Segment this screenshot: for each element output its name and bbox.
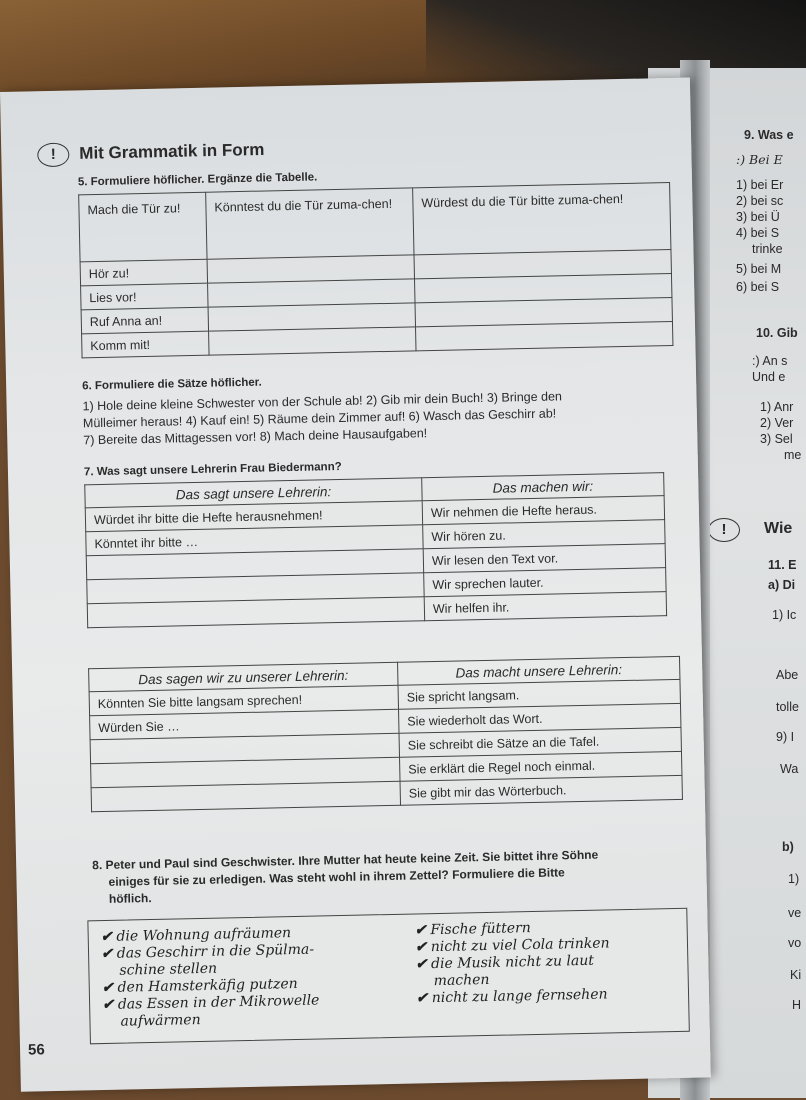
- note-text: machen: [433, 971, 490, 990]
- task6-line: 7) Bereite das Mittagessen vor! 8) Mach deine Hausaufgaben!: [83, 426, 428, 448]
- table-cell: Sie erklärt die Regel noch einmal.: [400, 751, 682, 781]
- task11-line: 1): [788, 872, 800, 886]
- table-cell: Würden Sie …: [90, 709, 399, 739]
- task9-line: 1) bei Er: [736, 178, 784, 192]
- note-item: [102, 1010, 320, 1032]
- exclamation-icon: !: [37, 143, 69, 168]
- checkmark-icon: ✔: [414, 922, 427, 939]
- table-cell: Wir sprechen lauter.: [424, 568, 666, 597]
- note-text: das Geschirr in die Spülma-: [116, 941, 315, 962]
- task5-table: [78, 182, 673, 358]
- task10-line: 1) Anr: [760, 400, 794, 414]
- task11-b: b): [782, 840, 794, 854]
- note-text: den Hamsterkäfig putzen: [117, 975, 298, 996]
- checkmark-icon: ✔: [414, 939, 427, 956]
- table-cell: Würdet ihr bitte die Hefte herausnehmen!: [85, 501, 422, 532]
- task11-line: 1) Ic: [772, 608, 797, 622]
- table-cell: Könntest du die Tür zuma-chen!: [206, 188, 414, 259]
- section-title: Mit Grammatik in Form: [79, 139, 265, 163]
- task7-table2: [88, 656, 683, 812]
- section-header: [37, 138, 265, 167]
- task7-title: 7. Was sagt unsere Lehrerin Frau Biedermann?: [83, 460, 342, 479]
- table-cell: [209, 327, 416, 355]
- task11-line: Wa: [780, 762, 799, 776]
- checkmark-icon: ✔: [101, 979, 114, 997]
- note-text: schine stellen: [119, 960, 218, 979]
- table-cell: Ruf Anna an!: [81, 307, 208, 334]
- left-page: [0, 78, 711, 1092]
- task10-line: 2) Ver: [760, 416, 794, 430]
- note-right-column: [414, 918, 610, 1007]
- task8-line: höflich.: [108, 891, 152, 906]
- table-cell: Komm mit!: [82, 331, 209, 358]
- note-text: die Wohnung aufräumen: [116, 925, 292, 945]
- table-cell: Mach die Tür zu!: [79, 192, 207, 262]
- task10-line: Und e: [752, 370, 786, 384]
- table-cell: Wir nehmen die Hefte heraus.: [422, 496, 664, 525]
- task8-line: 8. Peter und Paul sind Geschwister. Ihre Mutter hat heute keine Zeit. Sie bittet ihre Söhne: [92, 847, 599, 873]
- task9-line: 2) bei sc: [736, 194, 784, 208]
- task11-line: H: [792, 998, 802, 1012]
- section-title-right: Wie: [764, 520, 793, 537]
- table-cell: Sie wiederholt das Wort.: [399, 703, 681, 733]
- task6-title: 6. Formuliere die Sätze höflicher.: [82, 376, 262, 393]
- table-cell: Wir lesen den Text vor.: [423, 544, 665, 573]
- checkmark-icon: ✔: [415, 956, 428, 973]
- task9-example: :) Bei E: [736, 152, 783, 167]
- note-item: [416, 986, 611, 1007]
- task11-line: tolle: [776, 700, 799, 714]
- note-text: nicht zu lange fernsehen: [431, 986, 608, 1007]
- note-left-column: [101, 925, 320, 1032]
- checkmark-icon: ✔: [100, 945, 113, 963]
- task9-line: 5) bei M: [736, 262, 782, 276]
- table-header-row: [79, 182, 671, 261]
- task9-line: 4) bei S: [736, 226, 780, 240]
- table-cell: Hör zu!: [80, 259, 207, 286]
- task9-line: 6) bei S: [736, 280, 780, 294]
- note-text: das Essen in der Mikrowelle: [117, 992, 320, 1013]
- table-cell: Wir hören zu.: [423, 520, 665, 549]
- note-text: aufwärmen: [120, 1012, 201, 1030]
- task9-title: 9. Was e: [744, 128, 794, 142]
- task9-line: 3) bei Ü: [736, 210, 780, 224]
- table-cell: Wir helfen ihr.: [424, 592, 666, 621]
- task11-line: Abe: [776, 668, 799, 682]
- table-cell: Würdest du die Tür bitte zuma-chen!: [413, 182, 671, 254]
- table-header: Das macht unsere Lehrerin:: [398, 656, 680, 685]
- task11-line: 9) I: [776, 730, 795, 744]
- task10-line: :) An s: [752, 354, 788, 368]
- task10-line: 3) Sel: [760, 432, 793, 446]
- table-header: Das sagt unsere Lehrerin:: [85, 478, 422, 508]
- table-cell: Könnten Sie bitte langsam sprechen!: [89, 685, 398, 715]
- task11-a: a) Di: [768, 578, 796, 592]
- task6-line: 1) Hole deine kleine Schwester von der Schule ab! 2) Gib mir dein Buch! 3) Bringe den: [82, 389, 563, 414]
- handwritten-note: [87, 908, 689, 1045]
- task10-title: 10. Gib: [756, 326, 798, 340]
- page-number: 56: [27, 1041, 45, 1059]
- task6-line: Mülleimer heraus! 4) Kauf ein! 5) Räume dein Zimmer auf! 6) Wasch das Geschirr ab!: [82, 406, 557, 431]
- task9-line: trinke: [752, 242, 783, 256]
- table-cell: Sie schreibt die Sätze an die Tafel.: [399, 727, 681, 757]
- table-header: Das sagen wir zu unserer Lehrerin:: [89, 662, 398, 691]
- task11-line: ve: [788, 906, 802, 920]
- section-icon: !: [708, 518, 750, 542]
- note-text: Fische füttern: [430, 920, 531, 939]
- task10-line: me: [784, 448, 802, 462]
- table-cell: [91, 781, 400, 811]
- task11-line: Ki: [790, 968, 802, 982]
- note-text: die Musik nicht zu laut: [430, 952, 595, 973]
- task8-line: einiges für sie zu erledigen. Was steht wohl in ihrem Zettel? Formuliere die Bitte: [108, 865, 565, 889]
- table-cell: Lies vor!: [81, 283, 208, 310]
- task11-line: vo: [788, 936, 802, 950]
- table-cell: [416, 321, 673, 350]
- table-cell: Könntet ihr bitte …: [86, 525, 423, 556]
- table-header: Das machen wir:: [422, 473, 664, 501]
- checkmark-icon: ✔: [100, 928, 113, 946]
- task11-title: 11. E: [768, 558, 797, 572]
- table-cell: Sie spricht langsam.: [398, 679, 680, 709]
- note-text: nicht zu viel Cola trinken: [430, 935, 610, 956]
- table-cell: Sie gibt mir das Wörterbuch.: [400, 775, 682, 805]
- task5-title: 5. Formuliere höflicher. Ergänze die Tabelle.: [77, 171, 318, 189]
- checkmark-icon: ✔: [101, 996, 115, 1014]
- task7-table1: [84, 472, 667, 628]
- checkmark-icon: ✔: [415, 990, 428, 1007]
